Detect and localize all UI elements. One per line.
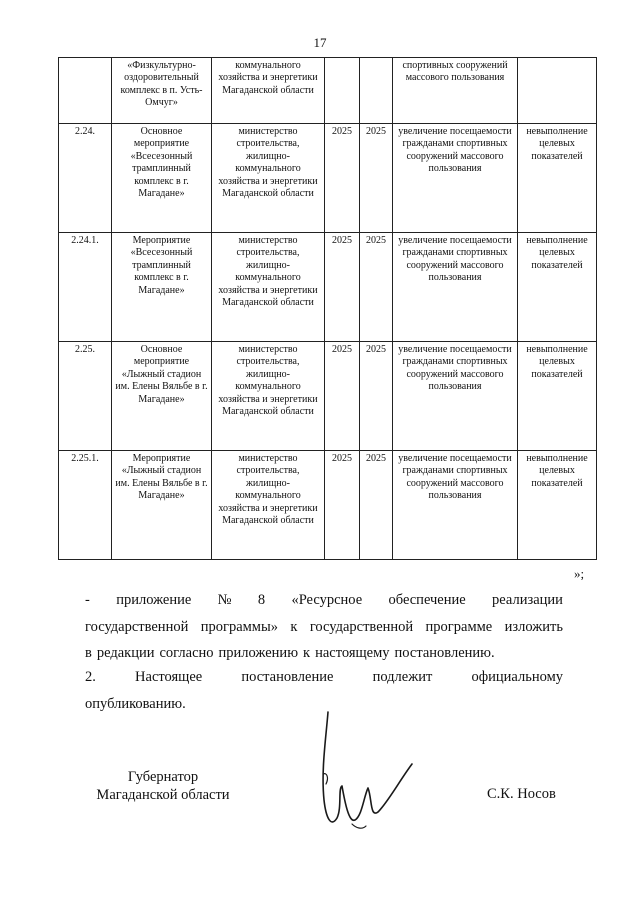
executor-cell: коммунального хозяйства и энергетики Магаданской области — [212, 58, 325, 124]
table-row — [59, 233, 597, 342]
risk-cell: невыполнение целевых показателей — [518, 342, 597, 451]
handwritten-signature — [312, 708, 422, 838]
paragraph-line: - приложение № 8 «Ресурсное обеспечение реализации — [85, 592, 563, 608]
activity-name-cell: Основное мероприятие «Лыжный стадион им. Елены Вяльбе в г. Магадане» — [112, 342, 212, 451]
start-year-cell: 2025 — [325, 124, 360, 233]
risk-cell: невыполнение целевых показателей — [518, 124, 597, 233]
table-row — [59, 451, 597, 560]
closing-quote: »; — [574, 566, 585, 581]
start-year-cell: 2025 — [325, 342, 360, 451]
program-activities-table — [58, 57, 597, 560]
activity-name-cell: Основное мероприятие «Всесезонный трамплинный комплекс в г. Магадане» — [112, 124, 212, 233]
table-row — [59, 342, 597, 451]
end-year-cell: 2025 — [360, 451, 393, 560]
activity-name-cell: Мероприятие «Всесезонный трамплинный комплекс в г. Магадане» — [112, 233, 212, 342]
risk-cell: невыполнение целевых показателей — [518, 451, 597, 560]
expected-result-cell: спортивных сооружений массового пользования — [393, 58, 518, 124]
paragraph-line: 2. Настоящее постановление подлежит официальному — [85, 669, 563, 685]
activity-name-cell: Мероприятие «Лыжный стадион им. Елены Вяльбе в г. Магадане» — [112, 451, 212, 560]
row-number-cell: 2.24.1. — [59, 233, 112, 342]
governor-region-line: Магаданской области — [96, 787, 230, 803]
risk-cell: невыполнение целевых показателей — [518, 233, 597, 342]
end-year-cell: 2025 — [360, 233, 393, 342]
activity-name-cell: «Физкультурно-оздоровительный комплекс в п. Усть-Омчуг» — [112, 58, 212, 124]
row-number-cell: 2.24. — [59, 124, 112, 233]
end-year-cell: 2025 — [360, 342, 393, 451]
expected-result-cell: увеличение посещаемости гражданами спортивных сооружений массового пользования — [393, 451, 518, 560]
amendment-paragraph — [85, 587, 563, 667]
start-year-cell — [325, 58, 360, 124]
row-number-cell — [59, 58, 112, 124]
start-year-cell: 2025 — [325, 451, 360, 560]
executor-cell: министерство строительства, жилищно-коммунального хозяйства и энергетики Магаданской области — [212, 124, 325, 233]
paragraph-line: в редакции согласно приложению к настоящему постановлению. — [85, 645, 495, 661]
risk-cell — [518, 58, 597, 124]
executor-cell: министерство строительства, жилищно-коммунального хозяйства и энергетики Магаданской области — [212, 342, 325, 451]
row-number-cell: 2.25. — [59, 342, 112, 451]
expected-result-cell: увеличение посещаемости гражданами спортивных сооружений массового пользования — [393, 124, 518, 233]
end-year-cell — [360, 58, 393, 124]
governor-title-line: Губернатор — [127, 769, 199, 785]
governor-title — [88, 768, 238, 804]
expected-result-cell: увеличение посещаемости гражданами спортивных сооружений массового пользования — [393, 342, 518, 451]
signer-name: С.К. Носов — [487, 786, 556, 802]
executor-cell: министерство строительства, жилищно-коммунального хозяйства и энергетики Магаданской области — [212, 451, 325, 560]
executor-cell: министерство строительства, жилищно-коммунального хозяйства и энергетики Магаданской области — [212, 233, 325, 342]
paragraph-line: опубликованию. — [85, 695, 186, 712]
start-year-cell: 2025 — [325, 233, 360, 342]
page-number: 17 — [313, 35, 327, 50]
table-row — [59, 58, 597, 124]
table-row — [59, 124, 597, 233]
paragraph-line: государственной программы» к государственной программе изложить — [85, 618, 563, 635]
end-year-cell: 2025 — [360, 124, 393, 233]
row-number-cell: 2.25.1. — [59, 451, 112, 560]
expected-result-cell: увеличение посещаемости гражданами спортивных сооружений массового пользования — [393, 233, 518, 342]
